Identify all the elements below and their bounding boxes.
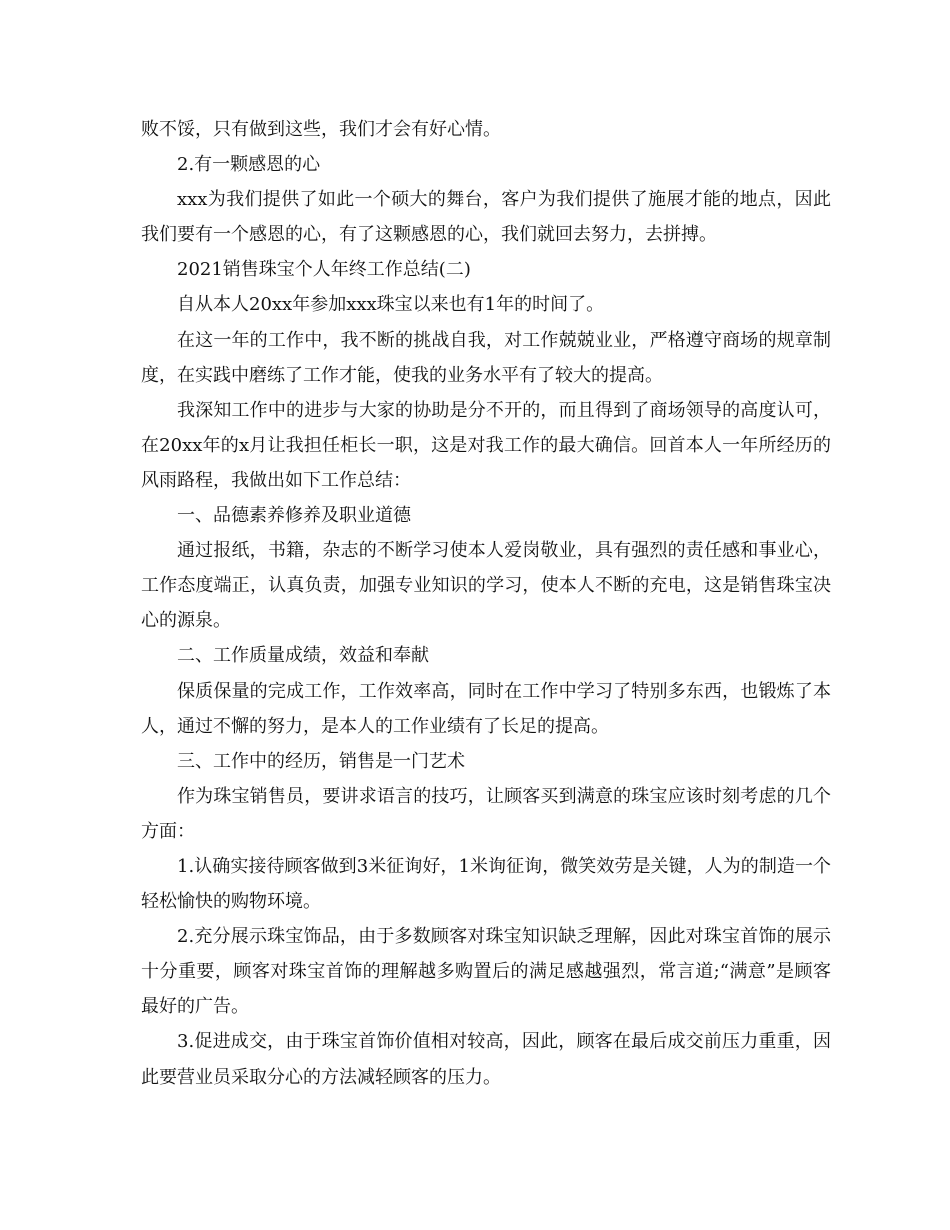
list-item-heading: 2.有一颗感恩的心: [177, 154, 321, 176]
list-item: 1.认确实接待顾客做到3米征询好，1米询征询，微笑效劳是关键，人为的制造一个轻松愉快的购物环境。: [141, 855, 831, 913]
section-heading: 二、工作质量成绩，效益和奉献: [177, 645, 429, 667]
section-title: 2021销售珠宝个人年终工作总结(二): [177, 259, 471, 281]
paragraph: 自从本人20xx年参加xxx珠宝以来也有1年的时间了。: [177, 294, 605, 316]
paragraph: 我深知工作中的进步与大家的协助是分不开的，而且得到了商场领导的高度认可，在20xx年的x月让我担任柜长一职，这是对我工作的最大确信。回首本人一年所经历的风雨路程，我做出如下工作总结：: [141, 399, 831, 491]
paragraph: 败不馁，只有做到这些，我们才会有好心情。: [141, 119, 501, 140]
paragraph: 通过报纸，书籍，杂志的不断学习使本人爱岗敬业，具有强烈的责任感和事业心，工作态度端正，认真负责，加强专业知识的学习，使本人不断的充电，这是销售珠宝决心的源泉。: [141, 540, 831, 632]
section-heading: 一、品德素养修养及职业道德: [177, 505, 411, 527]
list-item: 3.促进成交，由于珠宝首饰价值相对较高，因此，顾客在最后成交前压力重重，因此要营业员采取分心的方法减轻顾客的压力。: [141, 1031, 831, 1088]
paragraph: xxx为我们提供了如此一个硕大的舞台，客户为我们提供了施展才能的地点，因此我们要有一个感恩的心，有了这颗感恩的心，我们就回去努力，去拼搏。: [141, 189, 831, 246]
paragraph: 作为珠宝销售员，要讲求语言的技巧，让顾客买到满意的珠宝应该时刻考虑的几个方面：: [141, 785, 831, 842]
paragraph: 在这一年的工作中，我不断的挑战自我，对工作兢兢业业，严格遵守商场的规章制度，在实践中磨练了工作才能，使我的业务水平有了较大的提高。: [141, 329, 831, 386]
section-heading: 三、工作中的经历，销售是一门艺术: [177, 750, 465, 772]
paragraph: 保质保量的完成工作，工作效率高，同时在工作中学习了特别多东西，也锻炼了本人，通过不懈的努力，是本人的工作业绩有了长足的提高。: [141, 680, 831, 737]
list-item: 2.充分展示珠宝饰品，由于多数顾客对珠宝知识缺乏理解，因此对珠宝首饰的展示十分重要，顾客对珠宝首饰的理解越多购置后的满足感越强烈，常言道;“满意”是顾客最好的广告。: [141, 926, 831, 1018]
document-body: [141, 112, 831, 1095]
